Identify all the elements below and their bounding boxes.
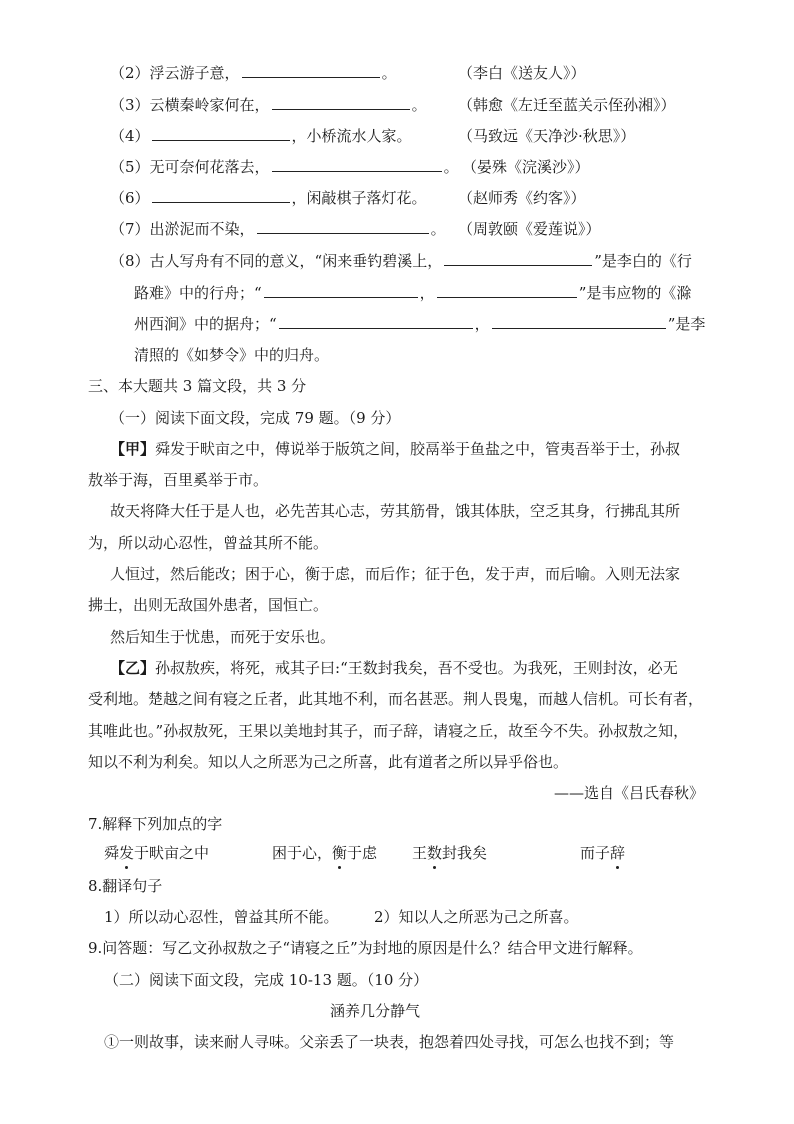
answer-blank[interactable] [257, 219, 429, 234]
passage-para2-line1: 故天将降大任于是人也，必先苦其心志，劳其筋骨，饿其体肤，空乏其身，行拂乱其所 [110, 502, 681, 520]
passage-para4: 然后知生于忧患，而死于安乐也。 [110, 628, 336, 646]
item-text: ， [474, 315, 490, 333]
q7-word-3: 王数封我矣 [412, 844, 488, 862]
item-text: ”是韦应物的《滁 [578, 284, 692, 302]
passage-yi-line4: 知以不利为利矣。知以人之所恶为己之所喜，此有道者之所以异乎俗也。 [88, 753, 569, 771]
item-number: （4） [110, 127, 150, 145]
dotted-char: 数 [427, 844, 443, 862]
item-text: 出淤泥而不染， [149, 220, 255, 238]
item-text: ，闲敲棋子落灯花。 [291, 189, 427, 207]
passage-jia-line1 [110, 439, 680, 459]
item-source: （周敦颐《爱莲说》） [458, 220, 601, 238]
item-source: （晏殊《浣溪沙》） [462, 158, 590, 176]
passage-yi-line2: 受利地。楚越之间有寝之丘者，此其地不利，而名甚恶。荆人畏鬼，而越人信机。可长有者， [88, 690, 704, 708]
article-para-1: ①一则故事，读来耐人寻味。父亲丢了一块表，抱怨着四处寻找，可怎么也找不到；等 [104, 1033, 675, 1051]
fill-item-4 [110, 126, 412, 146]
item-text: 无可奈何花落去， [149, 158, 270, 176]
item-text: ，小桥流水人家。 [291, 127, 412, 145]
question-8-title: 8.翻译句子 [88, 877, 163, 895]
item-number: （5） [110, 158, 150, 176]
item-text: 云横秦岭家何在， [149, 96, 270, 114]
item-source: （李白《送友人》） [458, 64, 586, 82]
q8-sentence-1: 1）所以动心忍性，曾益其所不能。 [104, 908, 339, 926]
question-9-title: 9.问答题：写乙文孙叔敖之子“请寝之丘”为封地的原因是什么？结合甲文进行解释。 [88, 939, 643, 957]
item-text: ”是李 [667, 315, 706, 333]
item-text: 。 [381, 64, 397, 82]
item-text: ， [419, 284, 435, 302]
answer-blank[interactable] [242, 63, 380, 78]
answer-blank[interactable] [152, 188, 290, 203]
item-text: ”是李白的《行 [594, 252, 692, 270]
item-source: （马致远《天净沙·秋思》） [458, 127, 636, 145]
item-source: （韩愈《左迁至蓝关示侄孙湘》） [458, 96, 676, 114]
fill-item-8-line4: 清照的《如梦令》中的归舟。 [134, 346, 330, 364]
answer-blank[interactable] [152, 126, 290, 141]
passage-label: 【甲】 [110, 440, 156, 458]
item-text: 州西涧》中的据舟；“ [134, 315, 277, 333]
q7-word-1: 舜发于畎亩之中 [104, 844, 210, 862]
item-text: 浮云游子意， [149, 64, 240, 82]
item-number: （3） [110, 96, 150, 114]
item-number: （6） [110, 189, 150, 207]
item-text: 。 [443, 158, 459, 176]
answer-blank[interactable] [272, 157, 442, 172]
item-number: （7） [110, 220, 150, 238]
answer-blank[interactable] [272, 95, 410, 110]
passage-text: 舜发于畎亩之中，傅说举于版筑之间，胶鬲举于鱼盐之中，管夷吾举于士，孙叔 [155, 440, 681, 458]
q7-word-4: 而子辞 [580, 844, 626, 862]
question-7-title: 7.解释下列加点的字 [88, 815, 223, 833]
passage-label: 【乙】 [110, 659, 156, 677]
passage-para2-line2: 为，所以动心忍性，曾益其所不能。 [88, 534, 329, 552]
item-text: （8）古人写舟有不同的意义，“闲来垂钓碧溪上， [110, 252, 443, 270]
subsection-title: （二）阅读下面文段，完成 10-13 题。（10 分） [104, 971, 429, 989]
passage-source: ——选自《吕氏春秋》 [554, 784, 705, 802]
passage-yi-line3: 其唯此也。”孙叔敖死，王果以美地封其子，而子辞，请寝之丘，故至今不失。孙叔敖之知， [88, 722, 689, 740]
answer-blank[interactable] [437, 283, 577, 298]
item-text: 。 [430, 220, 446, 238]
dotted-char: 衡 [332, 844, 348, 862]
q7-word-2: 困于心，衡于虑 [272, 844, 378, 862]
answer-blank[interactable] [264, 283, 418, 298]
item-text: 路难》中的行舟；“ [134, 284, 262, 302]
passage-para3-line2: 拂士，出则无敌国外患者，国恒亡。 [88, 596, 329, 614]
item-number: （2） [110, 64, 150, 82]
answer-blank[interactable] [444, 251, 592, 266]
passage-yi-line1 [110, 658, 678, 678]
item-source: （赵师秀《约客》） [458, 189, 586, 207]
article-title: 涵养几分静气 [330, 1002, 421, 1020]
subsection-title: （一）阅读下面文段，完成 79 题。（9 分） [110, 409, 401, 427]
section-title: 三、本大题共 3 篇文段，共 3 分 [88, 377, 307, 395]
fill-item-3 [110, 95, 427, 115]
q8-sentence-2: 2）知以人之所恶为己之所喜。 [374, 908, 579, 926]
fill-item-2 [110, 63, 397, 83]
fill-item-6 [110, 188, 427, 208]
fill-item-8-line2 [134, 283, 691, 303]
dotted-char: 辞 [610, 844, 626, 862]
fill-item-7 [110, 219, 446, 239]
item-text: 。 [411, 96, 427, 114]
answer-blank[interactable] [279, 314, 473, 329]
answer-blank[interactable] [492, 314, 666, 329]
fill-item-8-line1 [110, 251, 692, 271]
fill-item-5 [110, 157, 459, 177]
passage-para3-line1: 人恒过，然后能改；困于心，衡于虑，而后作；征于色，发于声，而后喻。入则无法家 [110, 565, 681, 583]
passage-jia-line2: 敖举于海，百里奚举于市。 [88, 471, 269, 489]
fill-item-8-line3 [134, 314, 705, 334]
dotted-char: 发 [119, 844, 135, 862]
passage-text: 孙叔敖疾，将死，戒其子曰:“王数封我矣，吾不受也。为我死，王则封汝，必无 [155, 659, 678, 677]
